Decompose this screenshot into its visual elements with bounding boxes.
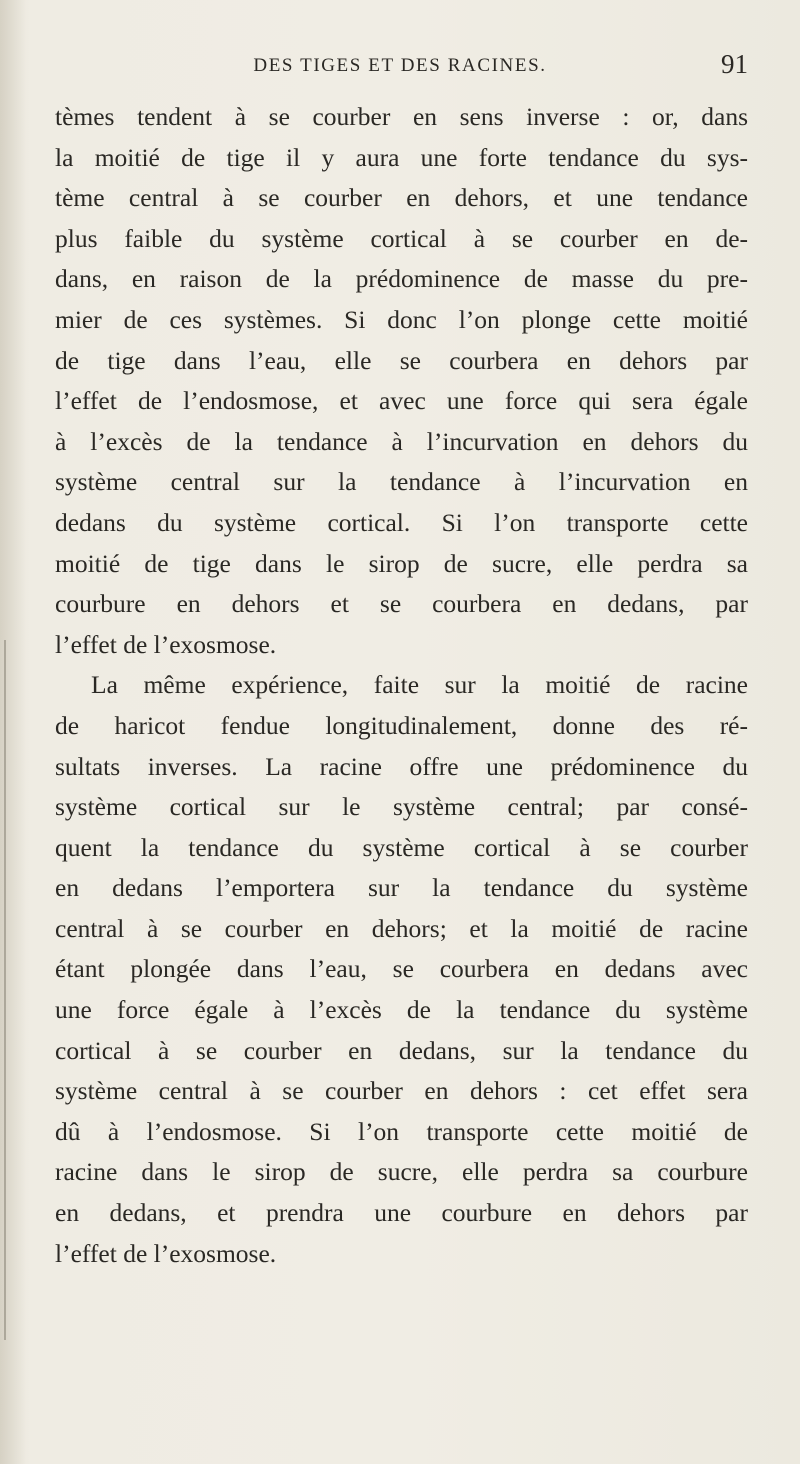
paragraph-1: [55, 97, 748, 665]
text-line: dû à l’endosmose. Si l’on transporte cette moitié de: [55, 1116, 748, 1146]
running-title: DES TIGES ET DES RACINES.: [253, 55, 547, 76]
text-line: système cortical sur le système central; par consé-: [55, 792, 748, 822]
text-line: en dedans, et prendra une courbure en dehors par: [55, 1198, 748, 1228]
text-line: moitié de tige dans le sirop de sucre, elle perdra sa: [55, 548, 748, 578]
running-head: [40, 49, 760, 89]
paragraph-2: [55, 665, 748, 1274]
text-line: plus faible du système cortical à se courber en de-: [55, 223, 748, 253]
text-line: tèmes tendent à se courber en sens inverse : or, dans: [55, 102, 748, 131]
text-line: de haricot fendue longitudinalement, donne des ré-: [55, 710, 748, 740]
text-line: à l’excès de la tendance à l’incurvation en dehors du: [55, 426, 748, 456]
text-line: mier de ces systèmes. Si donc l’on plonge cette moitié: [55, 304, 748, 334]
text-line: courbure en dehors et se courbera en dedans, par: [55, 589, 748, 619]
margin-mark: [4, 640, 6, 1340]
text-line: en dedans l’emportera sur la tendance du système: [55, 873, 748, 903]
text-line: une force égale à l’excès de la tendance du système: [55, 995, 748, 1025]
text-line: la moitié de tige il y aura une forte tendance du sys-: [55, 142, 748, 172]
text-line: l’effet de l’endosmose, et avec une force qui sera égale: [55, 386, 748, 416]
text-line: cortical à se courber en dedans, sur la tendance du: [55, 1035, 748, 1065]
text-line: système central sur la tendance à l’incurvation en: [55, 467, 748, 497]
text-line: central à se courber en dehors; et la moitié de racine: [55, 913, 748, 943]
text-line: dans, en raison de la prédominence de masse du pre-: [55, 264, 748, 294]
text-line: racine dans le sirop de sucre, elle perdra sa courbure: [55, 1157, 748, 1187]
text-line: tème central à se courber en dehors, et une tendance: [55, 183, 748, 213]
body-text: [55, 97, 748, 1274]
text-line: dedans du système cortical. Si l’on transporte cette: [55, 507, 748, 537]
text-line: l’effet de l’exosmose.: [55, 1238, 277, 1268]
text-line: système central à se courber en dehors : cet effet sera: [55, 1076, 748, 1106]
text-line: de tige dans l’eau, elle se courbera en dehors par: [55, 345, 748, 375]
text-line: La même expérience, faite sur la moitié de racine: [91, 670, 748, 700]
page-number: 91: [721, 49, 748, 79]
text-line: étant plongée dans l’eau, se courbera en dedans avec: [55, 954, 748, 984]
text-line: quent la tendance du système cortical à se courber: [55, 832, 748, 862]
text-line: sultats inverses. La racine offre une prédominence du: [55, 751, 748, 781]
text-line: l’effet de l’exosmose.: [55, 629, 277, 659]
